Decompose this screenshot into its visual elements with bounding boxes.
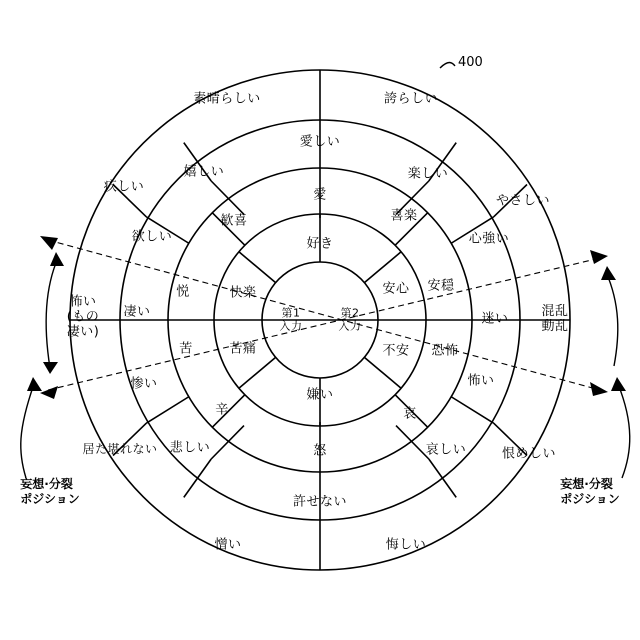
ring2-etsu: 悦 bbox=[176, 284, 190, 300]
ring3-hoshii: 欲しい bbox=[131, 229, 173, 245]
ring4-kuyashii: 悔しい bbox=[385, 537, 427, 553]
ring4-itatamarenai: 居た堪れない bbox=[82, 442, 158, 457]
ring3-kanashii-b: 悲しい bbox=[169, 440, 211, 456]
ring2-kanki: 歓喜 bbox=[220, 213, 248, 229]
ring3-ureshii: 嬉しい bbox=[183, 164, 225, 180]
ring4-hokorashii: 誇らしい bbox=[383, 91, 439, 107]
left-brace-big bbox=[21, 384, 34, 478]
ring3-sugoi: 凄い bbox=[123, 304, 151, 320]
dashed-axis-2 bbox=[48, 258, 600, 390]
right-brace-small bbox=[606, 272, 618, 366]
ring3-tanoshii: 楽しい bbox=[407, 166, 449, 182]
ring2-kiraku: 喜楽 bbox=[390, 208, 418, 224]
ring2-ku: 苦 bbox=[179, 341, 193, 357]
ring2-ai2: 哀 bbox=[403, 406, 417, 422]
ring1-anshin: 安心 bbox=[382, 281, 410, 297]
ring4-yamashii: 疚しい bbox=[103, 179, 145, 195]
center-label-left: 第1 入力 bbox=[279, 306, 303, 332]
ring4-nikui: 憎い bbox=[214, 537, 242, 553]
ring3-kowai: 怖い bbox=[467, 373, 495, 389]
left-brace-small bbox=[46, 258, 58, 368]
ring1-fuan: 不安 bbox=[382, 343, 410, 359]
ring3-yurusenai: 許せない bbox=[292, 494, 348, 510]
ring3-kokoroduyoi: 心強い bbox=[468, 231, 510, 247]
ring2-tsurai: 辛 bbox=[215, 402, 229, 418]
center-label-right: 第2 入力 bbox=[338, 306, 362, 332]
ring3-kanashii-a: 哀しい bbox=[425, 442, 467, 458]
ring2-kyoufu: 恐怖 bbox=[431, 343, 459, 359]
ring4-konran: 混乱 動乱 bbox=[541, 304, 569, 334]
ring3-mugoi: 惨い bbox=[130, 376, 158, 392]
ring2-ai: 愛 bbox=[313, 187, 327, 203]
callout-400: 400 bbox=[458, 55, 483, 70]
ring2-ikari: 怒 bbox=[313, 443, 327, 459]
ring1-kairaku: 快楽 bbox=[229, 285, 257, 301]
ring1-suki: 好き bbox=[306, 236, 334, 252]
outside-left-label: 妄想·分裂 ポジション bbox=[20, 477, 80, 506]
ring4-subarashii: 素晴らしい bbox=[193, 91, 261, 107]
right-brace-big bbox=[618, 384, 630, 478]
ring1-kutsuu: 苦痛 bbox=[229, 341, 257, 357]
ring4-kowaimono: 怖い (もの 凄い) bbox=[66, 294, 100, 340]
ring2-anon: 安穏 bbox=[427, 278, 455, 294]
ring3-mayoi: 迷い bbox=[481, 311, 509, 327]
ring4-yasashii: やさしい bbox=[495, 193, 551, 209]
ring1-kirai: 嫌い bbox=[306, 387, 334, 403]
ring3-itoshii: 愛しい bbox=[299, 134, 341, 150]
outside-right-label: 妄想·分裂 ポジション bbox=[560, 477, 620, 506]
ring4-urameshii: 恨めしい bbox=[501, 446, 557, 462]
callout-400-leader bbox=[440, 63, 455, 69]
